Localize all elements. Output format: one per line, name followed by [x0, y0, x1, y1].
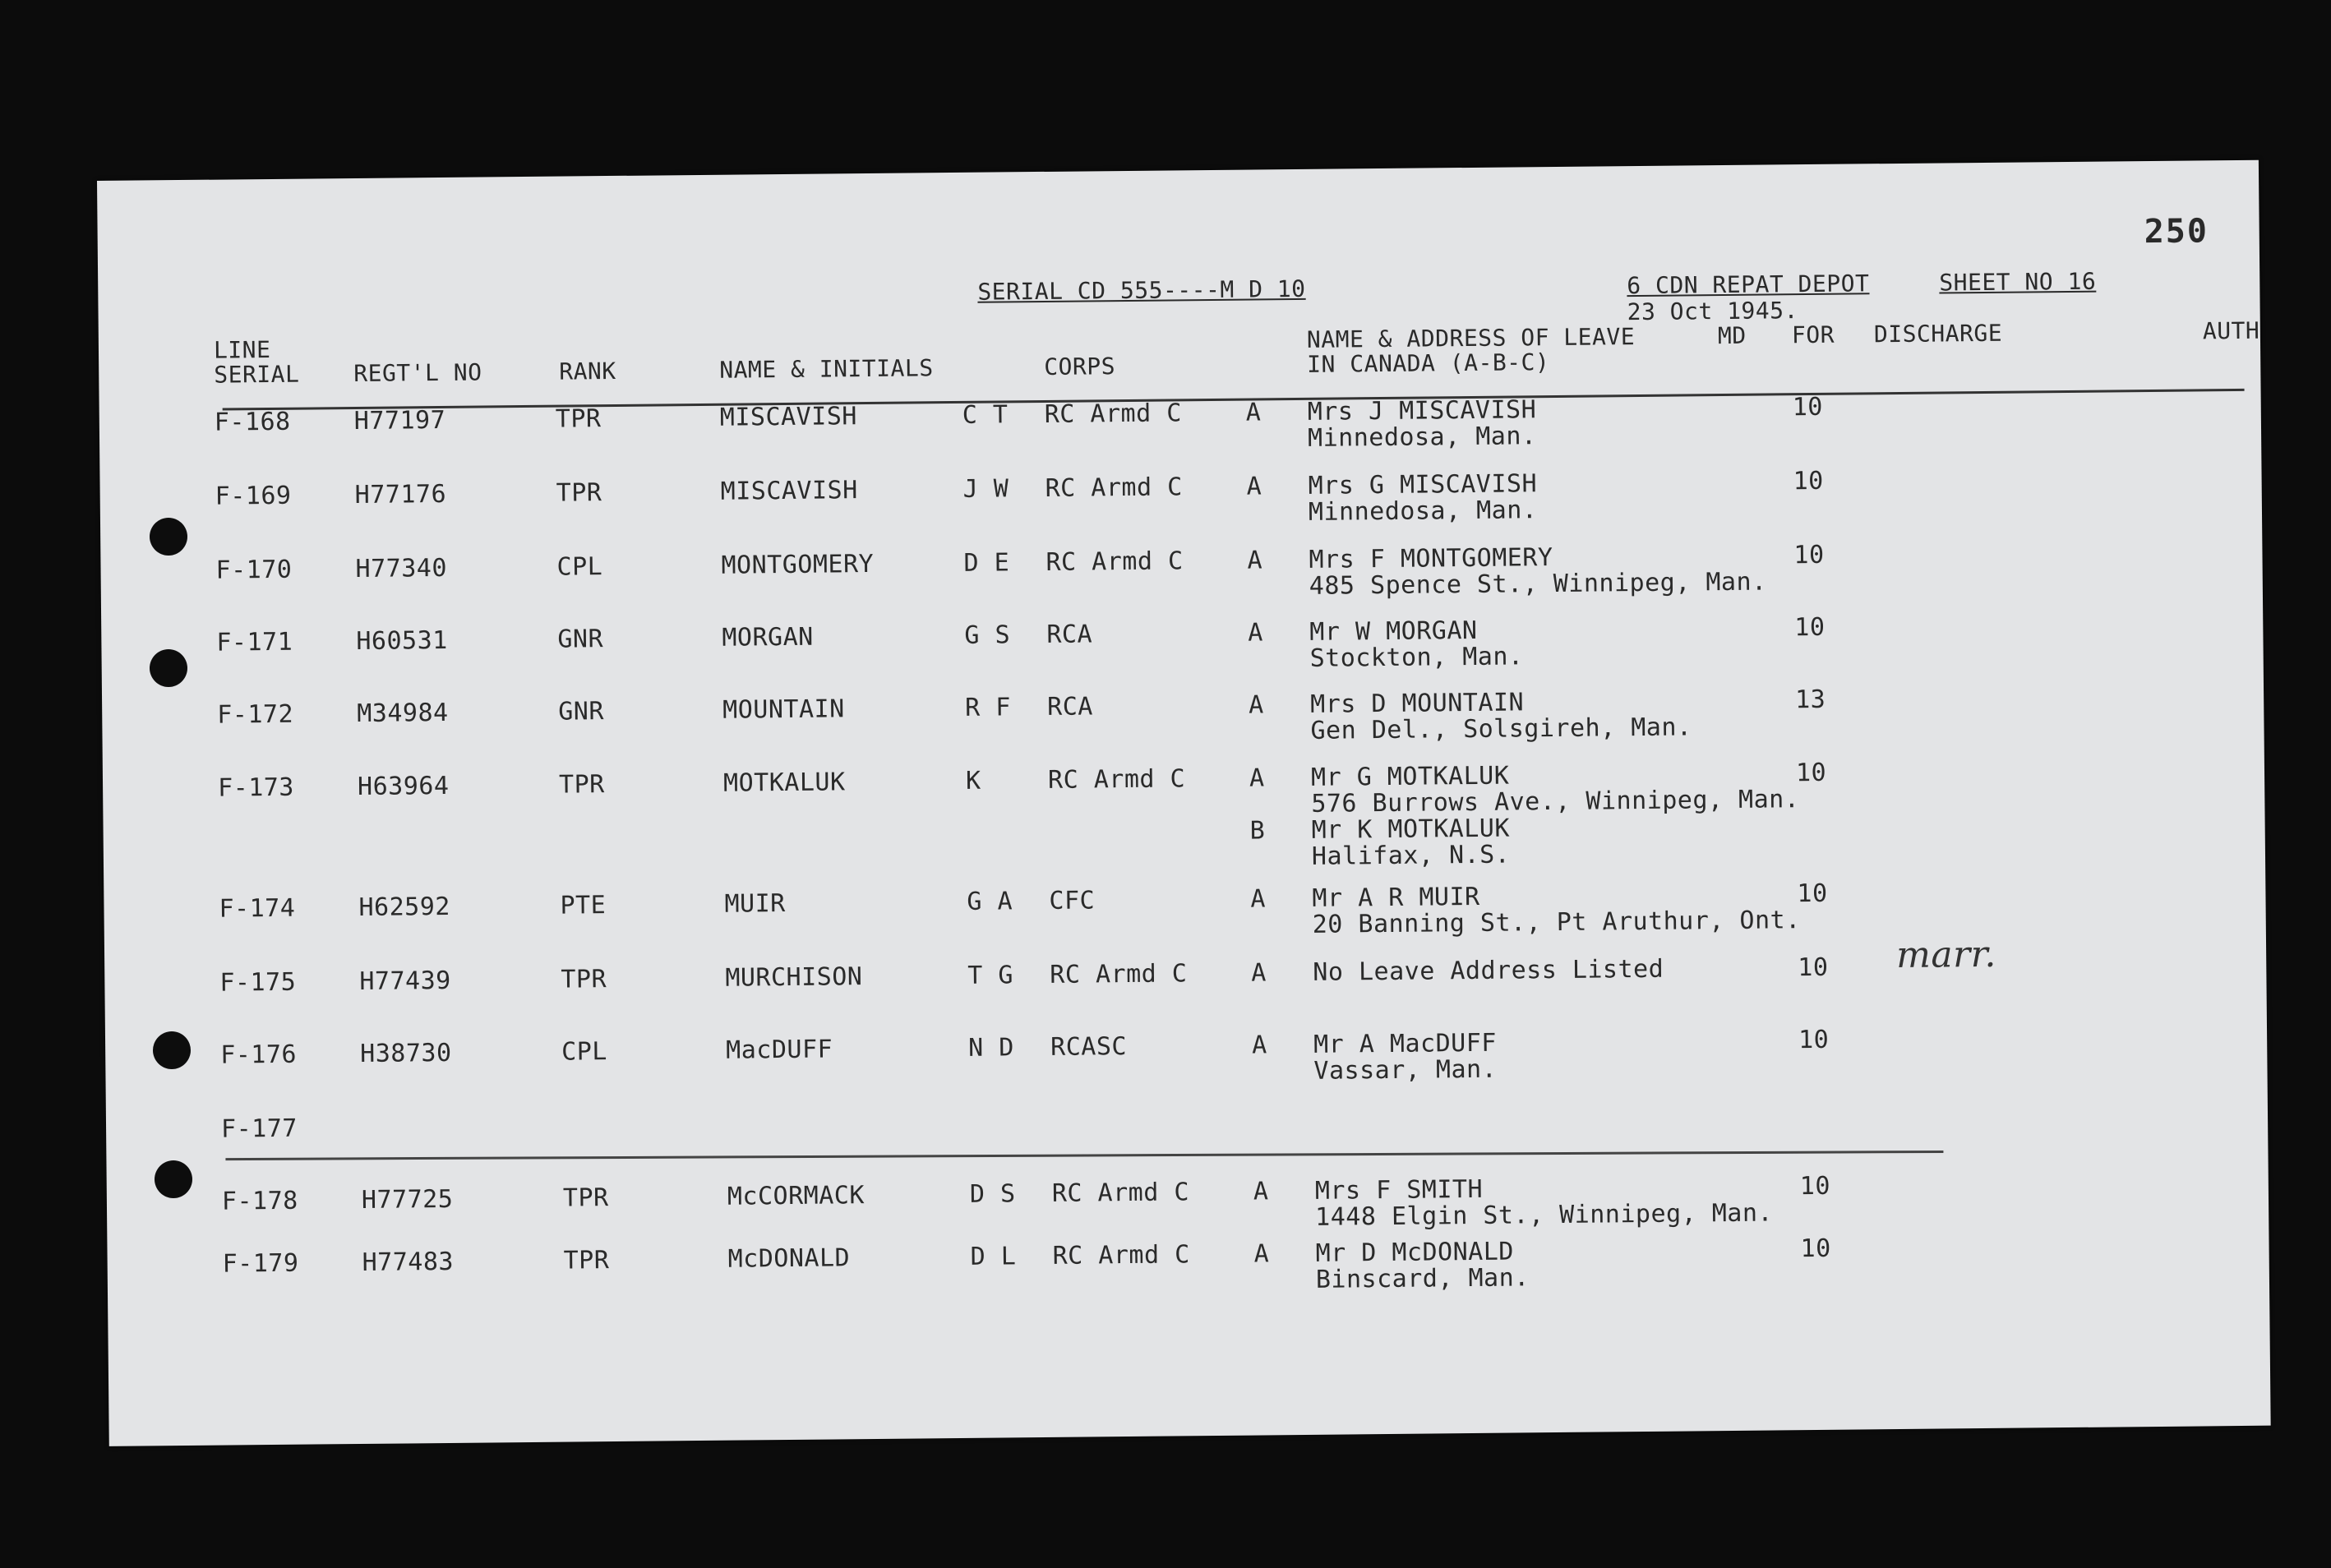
- leave-address-name: Mrs F SMITH: [1314, 1174, 1484, 1206]
- leave-address-line: 485 Spence St., Winnipeg, Man.: [1309, 567, 1767, 601]
- address-class: A: [1249, 690, 1264, 720]
- leave-address-line: Vassar, Man.: [1313, 1054, 1498, 1086]
- md-number: 10: [1795, 758, 1827, 788]
- corps: CFC: [1049, 886, 1096, 915]
- leave-address-line: 576 Burrows Ave., Winnipeg, Man.: [1311, 785, 1800, 819]
- corps: RC Armd C: [1044, 399, 1183, 429]
- surname: MOUNTAIN: [722, 694, 845, 725]
- punch-hole: [150, 518, 187, 556]
- surname: McDONALD: [727, 1243, 851, 1274]
- sheet-number: SHEET NO 16: [1939, 267, 2097, 297]
- corps: RC Armd C: [1047, 764, 1186, 795]
- page-number: 250: [2144, 212, 2209, 251]
- leave-address-name: Mrs D MOUNTAIN: [1310, 688, 1525, 719]
- address-class: A: [1253, 1239, 1270, 1269]
- address-class: A: [1249, 763, 1265, 793]
- col-regtl-no: REGT'L NO: [353, 358, 482, 388]
- corps: RCASC: [1050, 1032, 1128, 1062]
- line-serial: F-177: [220, 1114, 298, 1144]
- leave-address-line: 20 Banning St., Pt Aruthur, Ont.: [1312, 906, 1801, 939]
- line-serial: F-171: [216, 627, 293, 657]
- table-row: [108, 1232, 2270, 1335]
- punch-hole: [150, 649, 187, 687]
- leave-address-name: Mrs G MISCAVISH: [1308, 469, 1538, 500]
- leave-address-name: Mr A R MUIR: [1312, 882, 1480, 913]
- md-number: 10: [1797, 879, 1828, 909]
- address-class: A: [1250, 884, 1267, 914]
- alt-address-line: Halifax, N.S.: [1311, 840, 1511, 871]
- col-name: NAME & INITIALS: [719, 354, 934, 384]
- alt-address-name: Mr K MOTKALUK: [1311, 814, 1511, 845]
- line-serial: F-168: [214, 407, 291, 437]
- line-serial: F-178: [221, 1186, 298, 1216]
- line-serial: F-175: [219, 967, 297, 998]
- initials: K: [965, 766, 981, 796]
- initials: D S: [969, 1179, 1016, 1209]
- rank: TPR: [563, 1246, 610, 1275]
- md-number: 10: [1792, 392, 1824, 422]
- regimental-number: H77197: [353, 405, 446, 436]
- surname: MacDUFF: [726, 1035, 833, 1065]
- corps: RC Armd C: [1045, 546, 1184, 577]
- surname: MORGAN: [722, 622, 814, 653]
- rank: GNR: [557, 625, 604, 654]
- md-number: 10: [1794, 612, 1826, 643]
- col-line: LINE: [213, 335, 271, 364]
- line-serial: F-172: [217, 699, 294, 730]
- surname: MISCAVISH: [720, 476, 858, 506]
- leave-address-name: No Leave Address Listed: [1313, 954, 1664, 987]
- leave-address-name: Mr G MOTKALUK: [1310, 761, 1510, 792]
- surname: MONTGOMERY: [721, 549, 875, 580]
- regimental-number: H60531: [356, 625, 448, 656]
- regimental-number: H63964: [357, 771, 450, 801]
- md-number: 10: [1799, 1171, 1831, 1201]
- address-class: A: [1246, 472, 1262, 501]
- document-sheet: [97, 160, 2271, 1446]
- rank: PTE: [560, 891, 607, 920]
- regimental-number: H62592: [358, 892, 451, 922]
- leave-address-name: Mr D McDONALD: [1315, 1237, 1515, 1268]
- line-serial: F-179: [222, 1248, 299, 1279]
- col-serial: SERIAL: [214, 360, 300, 389]
- regimental-number: H38730: [360, 1038, 452, 1068]
- surname: McCORMACK: [727, 1181, 865, 1211]
- handwritten-note: marr.: [1895, 933, 1997, 977]
- regimental-number: M34984: [357, 698, 449, 728]
- serial-title: SERIAL CD 555----M D 10: [977, 274, 1306, 306]
- line-serial: F-174: [219, 893, 296, 924]
- regimental-number: H77176: [354, 479, 447, 510]
- col-discharge: DISCHARGE: [1873, 319, 2003, 348]
- col-auth: AUTH: [2202, 316, 2260, 345]
- col-address-1: NAME & ADDRESS OF LEAVE: [1306, 323, 1636, 353]
- col-rank: RANK: [559, 357, 616, 385]
- leave-address-line: 1448 Elgin St., Winnipeg, Man.: [1315, 1198, 1774, 1232]
- corps: RC Armd C: [1045, 473, 1183, 503]
- md-number: 10: [1793, 466, 1824, 496]
- line-serial: F-170: [215, 555, 293, 585]
- corps: RC Armd C: [1052, 1240, 1190, 1271]
- line-serial: F-173: [217, 772, 295, 803]
- surname: MISCAVISH: [719, 402, 858, 432]
- initials: D L: [970, 1242, 1017, 1271]
- initials: G A: [967, 887, 1013, 916]
- punch-hole: [153, 1031, 191, 1069]
- rank: CPL: [556, 552, 603, 582]
- col-for: FOR: [1791, 321, 1835, 349]
- corps: RCA: [1047, 692, 1094, 722]
- address-class: A: [1247, 546, 1263, 575]
- leave-address-name: Mrs J MISCAVISH: [1307, 395, 1537, 427]
- surname: MURCHISON: [725, 962, 863, 993]
- address-class: A: [1253, 1177, 1269, 1206]
- regimental-number: H77340: [355, 553, 448, 584]
- address-class: A: [1248, 618, 1264, 648]
- rank: TPR: [555, 404, 602, 434]
- corps: RCA: [1046, 620, 1093, 649]
- regimental-number: H77725: [361, 1184, 454, 1215]
- leave-address-line: Stockton, Man.: [1309, 642, 1524, 673]
- md-number: 10: [1800, 1234, 1831, 1264]
- sheet-date: 23 Oct 1945.: [1627, 297, 1799, 326]
- surname: MUIR: [724, 888, 786, 919]
- rank: TPR: [562, 1183, 609, 1213]
- md-number: 10: [1798, 952, 1829, 983]
- rank: CPL: [561, 1037, 608, 1067]
- rank: TPR: [558, 770, 605, 800]
- leave-address-name: Mr W MORGAN: [1309, 616, 1478, 647]
- col-address-2: IN CANADA (A-B-C): [1307, 348, 1550, 378]
- regimental-number: H77439: [359, 966, 451, 996]
- leave-address-line: Minnedosa, Man.: [1307, 422, 1537, 453]
- leave-address-line: Minnedosa, Man.: [1308, 496, 1538, 527]
- leave-address-line: Binscard, Man.: [1315, 1263, 1530, 1294]
- line-serial: F-176: [220, 1040, 298, 1070]
- leave-address-name: Mr A MacDUFF: [1313, 1028, 1498, 1059]
- initials: D E: [963, 548, 1010, 578]
- initials: C T: [962, 400, 1009, 430]
- line-serial: F-169: [215, 481, 292, 511]
- table-row: [103, 756, 2265, 871]
- rank: TPR: [556, 478, 602, 508]
- address-class: A: [1251, 1031, 1267, 1060]
- initials: R F: [965, 693, 1012, 722]
- initials: N D: [968, 1033, 1015, 1063]
- initials: T G: [967, 961, 1014, 990]
- regimental-number: H77483: [362, 1247, 455, 1277]
- md-number: 10: [1798, 1025, 1830, 1055]
- md-number: 13: [1794, 685, 1826, 715]
- address-class: A: [1251, 958, 1267, 988]
- col-corps: CORPS: [1044, 353, 1116, 380]
- leave-address-name: Mrs F MONTGOMERY: [1309, 543, 1553, 574]
- md-number: 10: [1793, 540, 1825, 570]
- punch-hole: [155, 1160, 192, 1198]
- leave-address-line: Gen Del., Solsgireh, Man.: [1310, 713, 1692, 745]
- initials: J W: [962, 474, 1009, 504]
- address-class: A: [1245, 398, 1262, 427]
- depot-name: 6 CDN REPAT DEPOT: [1627, 270, 1870, 300]
- col-md: MD: [1717, 321, 1747, 350]
- corps: RC Armd C: [1051, 1178, 1190, 1208]
- rank: GNR: [558, 697, 605, 726]
- rank: TPR: [561, 965, 607, 994]
- initials: G S: [964, 620, 1011, 650]
- surname: MOTKALUK: [722, 768, 846, 798]
- corps: RC Armd C: [1050, 959, 1188, 989]
- address-class-b: B: [1249, 816, 1266, 846]
